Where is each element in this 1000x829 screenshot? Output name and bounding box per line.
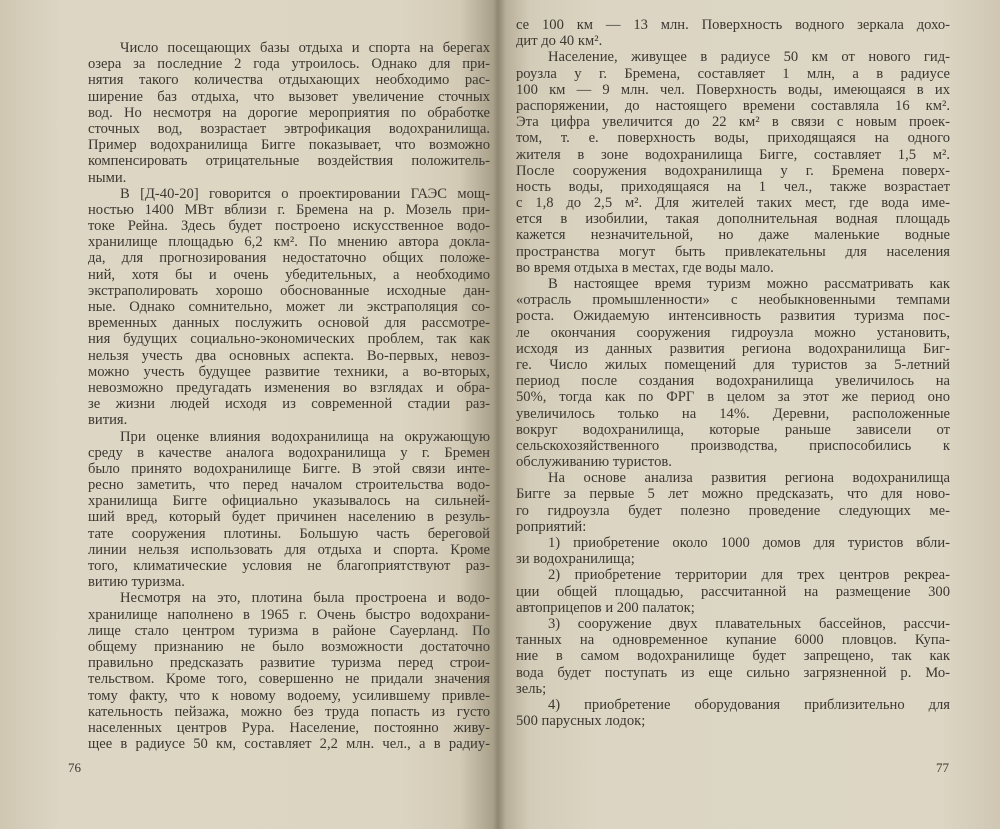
text-line: автоприцепов и 200 палаток; bbox=[516, 599, 695, 616]
text-line: ции общей площадью, рассчитанной на размещение 300 bbox=[516, 583, 950, 600]
text-line: се 100 км — 13 млн. Поверхность водного зеркала дохо- bbox=[516, 17, 950, 33]
text-line: ний, хотя бы и очень убедительных, а необходимо bbox=[88, 266, 490, 283]
text-line: Число посещающих базы отдыха и спорта на берегах bbox=[120, 40, 490, 56]
text-line: Население, живущее в радиусе 50 км от нового гид- bbox=[548, 49, 950, 66]
text-line: роприятий: bbox=[516, 518, 587, 535]
page-number-left: 76 bbox=[68, 760, 81, 775]
text-line: период после создания водохранилища увеличилось на bbox=[516, 373, 950, 390]
text-line: вод. Но несмотря на дорогие мероприятия по обработке bbox=[88, 104, 490, 121]
paragraph bbox=[516, 535, 950, 567]
paragraph bbox=[516, 567, 950, 616]
paragraph bbox=[516, 17, 950, 49]
text-line: Пример водохранилища Бигге показывает, что возможно bbox=[88, 137, 490, 154]
text-line: В настоящее время туризм можно рассматривать как bbox=[548, 276, 950, 292]
text-line: ние в самом водохранилище будет запрещено, так как bbox=[516, 648, 950, 665]
text-line: щее в радиусе 50 км, составляет 2,2 млн. чел., а в радиу- bbox=[88, 736, 490, 753]
text-line: общему признанию не было возможности достаточно bbox=[88, 638, 490, 655]
text-line: 4) приобретение оборудования приблизительно для bbox=[548, 696, 950, 713]
paragraph bbox=[88, 186, 490, 429]
text-line: компенсировать отрицательные воздействия положитель- bbox=[88, 153, 490, 170]
text-line: исходя из данных развития региона водохранилища Биг- bbox=[516, 340, 950, 357]
text-line: невозможно предугадать изменения во взглядах и обра- bbox=[88, 379, 490, 396]
text-line: зе жизни людей исходя из современной стадии раз- bbox=[88, 396, 490, 413]
text-line: ле окончания сооружения гидроузла можно установить, bbox=[516, 324, 950, 341]
text-line: На основе анализа развития региона водохранилища bbox=[548, 470, 950, 487]
text-line: токе Рейна. Здесь будет построено искусственное водо- bbox=[88, 218, 490, 235]
text-line: обслуживанию туристов. bbox=[516, 454, 672, 471]
text-line: зель; bbox=[516, 680, 547, 697]
text-line: с 1,8 до 2,5 м². Для жителей таких мест, где вода име- bbox=[516, 195, 950, 212]
text-line: том, т. е. поверхность воды, приходящаяся на одного bbox=[516, 130, 950, 147]
text-line: ширение баз отдыха, что вызовет увеличение сточных bbox=[88, 88, 490, 105]
text-line: населенных центров Рура. Население, постоянно живу- bbox=[88, 719, 490, 736]
text-line: «отрасль промышленности» с необыкновенными темпами bbox=[516, 292, 950, 309]
text-line: тому факту, что к новому водоему, усилившему привле- bbox=[88, 687, 490, 704]
text-line: лище стало центром туризма в районе Сауерланд. По bbox=[88, 622, 490, 639]
text-line: Бигге за первые 5 лет можно предсказать, что для ново- bbox=[516, 486, 950, 503]
paragraph bbox=[516, 697, 950, 729]
text-line: 50%, тогда как по ФРГ в целом за этот же период оно bbox=[516, 389, 950, 406]
text-line: нельзя учесть два основных аспекта. Во-первых, невоз- bbox=[88, 347, 490, 364]
paragraph bbox=[516, 616, 950, 697]
text-line: зи водохранилища; bbox=[516, 551, 635, 568]
text-line: линии нельзя использовать для отдыха и спорта. Кроме bbox=[88, 541, 490, 558]
text-line: 2) приобретение территории для трех центров рекреа- bbox=[548, 567, 950, 584]
text-line: нятия такого количества отдыхающих необходимо рас- bbox=[88, 72, 490, 89]
text-line: среду в качестве аналога водохранилища у г. Бремен bbox=[88, 444, 490, 461]
text-line: во время отдыха в местах, где воды мало. bbox=[516, 259, 774, 276]
text-line: экстраполировать хорошо обоснованные исходные дан- bbox=[88, 282, 490, 299]
text-line: да, для прогнозирования недостаточно общих положе- bbox=[88, 250, 490, 267]
text-line: хранилище площадью 6,2 км². По мнению автора докла- bbox=[88, 234, 490, 251]
paragraph bbox=[88, 429, 490, 591]
text-line: сельскохозяйственного производства, приспособились к bbox=[516, 437, 950, 454]
text-line: В [Д-40-20] говорится о проектировании ГАЭС мощ- bbox=[120, 185, 490, 202]
text-line: вокруг водохранилища, которые раньше зависели от bbox=[516, 421, 950, 438]
text-line: витию туризма. bbox=[88, 574, 185, 591]
text-line: хранилище наполнено в 1965 г. Очень быстро водохрани- bbox=[88, 606, 490, 623]
text-line: было принято водохранилище Бигге. В этой связи инте- bbox=[88, 460, 490, 477]
text-line: кажется незначительной, но даже маленькие водные bbox=[516, 227, 950, 244]
paragraph bbox=[88, 40, 490, 186]
text-line: тельством. Кроме того, совершенно не придали значения bbox=[88, 671, 490, 688]
text-line: роста. Ожидаемую интенсивность развития туризма пос- bbox=[516, 308, 950, 325]
text-line: того, климатические условия не благоприятствуют раз- bbox=[88, 558, 490, 574]
text-line: Эта цифра увеличится до 22 км² в связи с новым проек- bbox=[516, 114, 950, 131]
text-line: хранилища Бигге официально указывалось на сильней- bbox=[88, 493, 490, 510]
text-line: ется в изобилии, такая дополнительная водная площадь bbox=[516, 211, 950, 228]
text-line: жителя в зоне водохранилища Бигге, составляет 1,5 м². bbox=[516, 146, 950, 163]
text-line: ге. Число жилых помещений для туристов за 5-летний bbox=[516, 356, 950, 373]
text-line: 100 км — 9 млн. чел. Поверхность воды, имеющаяся в их bbox=[516, 81, 950, 98]
text-line: временных данных послужить основой для рассмотре- bbox=[88, 315, 490, 332]
text-line: увеличилось только на 14%. Деревни, расположенные bbox=[516, 405, 950, 422]
paragraph bbox=[516, 470, 950, 535]
text-line: вития. bbox=[88, 412, 128, 429]
text-line: 3) сооружение двух плавательных бассейнов, рассчи- bbox=[548, 615, 950, 632]
text-line: роузла у г. Бремена, составляет 1 млн, а в радиусе bbox=[516, 65, 950, 82]
right-page-text bbox=[516, 17, 950, 729]
text-line: сточных вод, возрастает эвтрофикация водохранилища. bbox=[88, 120, 490, 137]
text-line: При оценке влияния водохранилища на окружающую bbox=[120, 428, 490, 445]
text-line: 1) приобретение около 1000 домов для туристов вбли- bbox=[548, 535, 950, 551]
text-line: ными. bbox=[88, 169, 127, 186]
text-line: кательность пейзажа, можно без труда попасть из густо bbox=[88, 703, 490, 720]
text-line: ния будущих социально-экономических проблем, так как bbox=[88, 331, 490, 348]
paragraph bbox=[516, 49, 950, 276]
text-line: дит до 40 км². bbox=[516, 33, 603, 50]
text-line: ностью 1400 МВт вблизи г. Бремена на р. Мозель при- bbox=[88, 201, 490, 218]
text-line: ший вред, который будет причинен населению в резуль- bbox=[88, 509, 490, 526]
text-line: 500 парусных лодок; bbox=[516, 713, 646, 730]
paragraph bbox=[516, 276, 950, 470]
text-line: распоряжении, до настоящего времени составляла 16 км². bbox=[516, 97, 950, 114]
text-line: ные. Однако сомнительно, может ли экстраполяция со- bbox=[88, 299, 490, 315]
text-line: тате сооружения плотины. Большую часть береговой bbox=[88, 525, 490, 542]
text-line: ресно заметить, что перед началом строительства водо- bbox=[88, 477, 490, 494]
text-line: вода будет поступать из еще сильно загрязненной р. Мо- bbox=[516, 664, 950, 681]
text-line: пространства могут быть привлекательны для населения bbox=[516, 243, 950, 260]
text-line: правильно предсказать развитие туризма перед строи- bbox=[88, 655, 490, 672]
text-line: Несмотря на это, плотина была простроена и водо- bbox=[120, 590, 490, 607]
text-line: можно учесть будущее развитие техники, а во-вторых, bbox=[88, 363, 490, 380]
left-page-text bbox=[88, 40, 490, 752]
text-line: танных на одновременное купание 6000 пловцов. Купа- bbox=[516, 632, 950, 649]
text-line: озера за последние 2 года утроилось. Однако для при- bbox=[88, 56, 490, 73]
text-line: го гидроузла будет полезно проведение следующих ме- bbox=[516, 502, 950, 519]
paragraph bbox=[88, 590, 490, 752]
text-line: После сооружения водохранилища у г. Бремена поверх- bbox=[516, 162, 950, 179]
text-line: ность воды, приходящаяся на 1 чел., также возрастает bbox=[516, 178, 950, 195]
page-number-right: 77 bbox=[936, 760, 949, 775]
